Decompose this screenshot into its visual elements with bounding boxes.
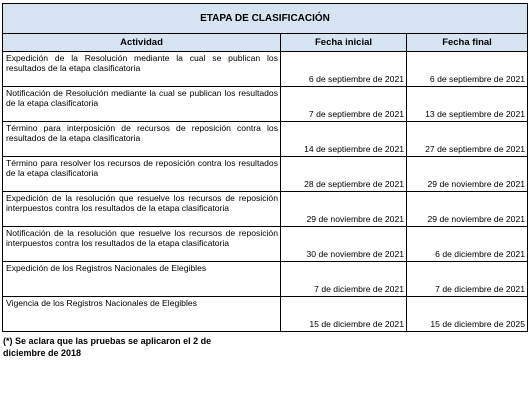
start-date-cell: 15 de diciembre de 2021 [281, 297, 407, 332]
title-row [3, 4, 528, 34]
table-row [3, 87, 528, 122]
start-date-cell: 7 de diciembre de 2021 [281, 262, 407, 297]
table-row [3, 157, 528, 192]
end-date-cell: 15 de diciembre de 2025 [407, 297, 528, 332]
activity-cell: Expedición de la resolución que resuelve los recursos de reposición interpuestos contra los resultados de la etapa clasificatoria [3, 192, 281, 227]
activity-cell: Expedición de la Resolución mediante la cual se publican los resultados de la etapa clasificatoria [3, 52, 281, 87]
table-row [3, 52, 528, 87]
table-row [3, 297, 528, 332]
activity-cell: Vigencia de los Registros Nacionales de Elegibles [3, 297, 281, 332]
activity-cell: Expedición de los Registros Nacionales de Elegibles [3, 262, 281, 297]
table-title: ETAPA DE CLASIFICACIÓN [3, 4, 528, 34]
table-row [3, 192, 528, 227]
end-date-cell: 6 de diciembre de 2021 [407, 227, 528, 262]
end-date-cell: 13 de septiembre de 2021 [407, 87, 528, 122]
footnote: (*) Se aclara que las pruebas se aplicaron el 2 de diciembre de 2018 [3, 336, 212, 358]
table-row [3, 227, 528, 262]
end-date-cell: 29 de noviembre de 2021 [407, 157, 528, 192]
end-date-cell: 27 de septiembre de 2021 [407, 122, 528, 157]
activity-cell: Notificación de la resolución que resuelve los recursos de reposición interpuestos contra los resultados de la etapa clasificatoria [3, 227, 281, 262]
start-date-cell: 14 de septiembre de 2021 [281, 122, 407, 157]
table-row [3, 122, 528, 157]
activity-cell: Término para resolver los recursos de reposición contra los resultados de la etapa clasificatoria [3, 157, 281, 192]
start-date-cell: 6 de septiembre de 2021 [281, 52, 407, 87]
start-date-cell: 28 de septiembre de 2021 [281, 157, 407, 192]
end-date-cell: 7 de diciembre de 2021 [407, 262, 528, 297]
schedule-table-container [2, 3, 527, 359]
schedule-table [2, 3, 528, 332]
header-fecha-final: Fecha final [407, 34, 528, 52]
end-date-cell: 29 de noviembre de 2021 [407, 192, 528, 227]
start-date-cell: 29 de noviembre de 2021 [281, 192, 407, 227]
header-fecha-inicial: Fecha inicial [281, 34, 407, 52]
header-actividad: Actividad [3, 34, 281, 52]
table-row [3, 262, 528, 297]
end-date-cell: 6 de septiembre de 2021 [407, 52, 528, 87]
activity-cell: Término para interposición de recursos de reposición contra los resultados de la etapa clasificatoria [3, 122, 281, 157]
start-date-cell: 7 de septiembre de 2021 [281, 87, 407, 122]
header-row [3, 34, 528, 52]
start-date-cell: 30 de noviembre de 2021 [281, 227, 407, 262]
activity-cell: Notificación de Resolución mediante la cual se publican los resultados de la etapa clasificatoria [3, 87, 281, 122]
